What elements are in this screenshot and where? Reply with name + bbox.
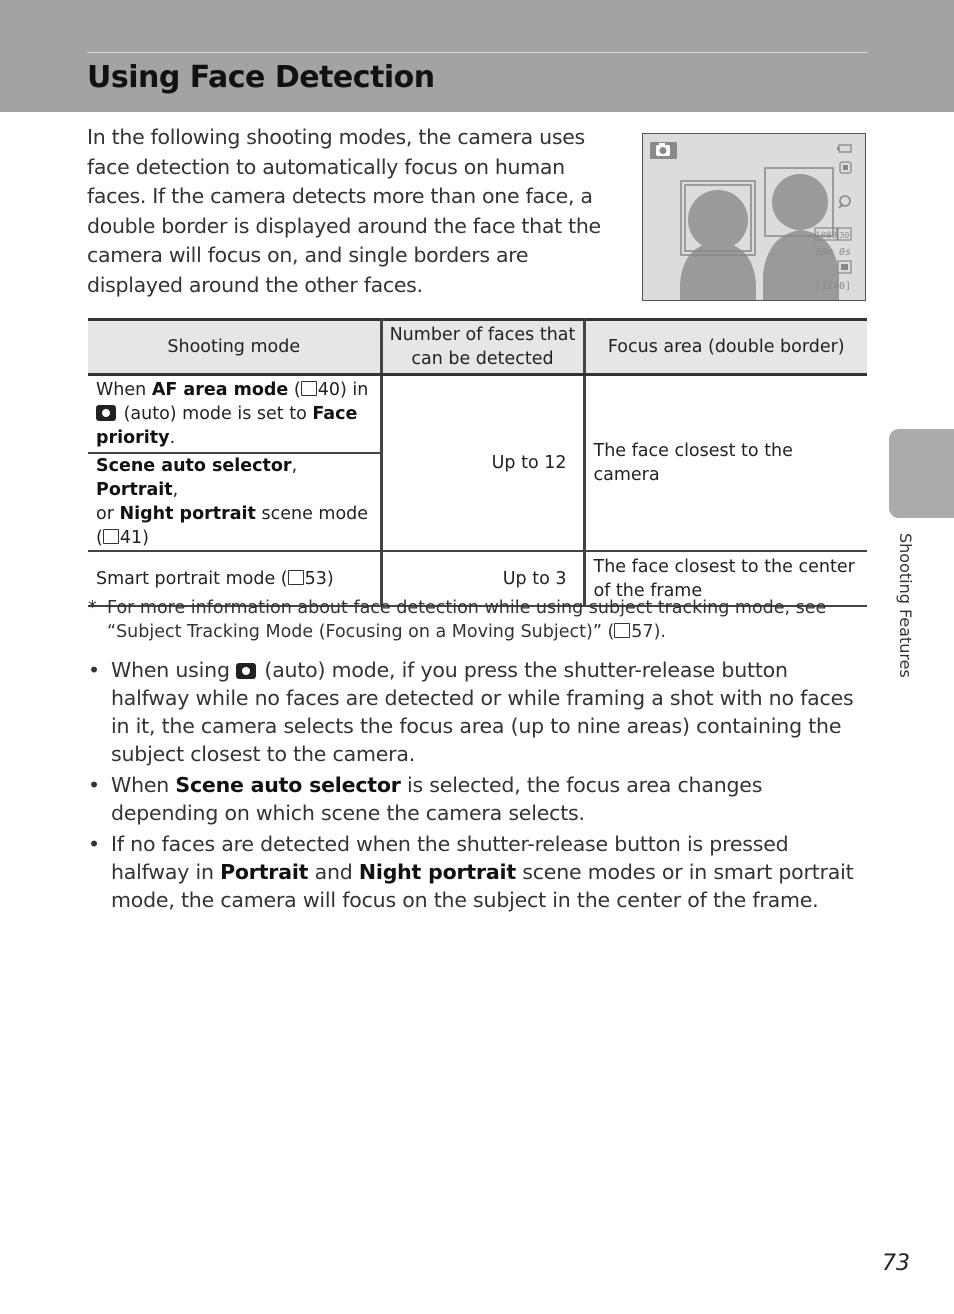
page-number: 73 (882, 1251, 910, 1276)
row-scene-modes-cell: Scene auto selector, Portrait, or Night portrait scene mode ( 41) (88, 453, 381, 551)
list-item: • If no faces are detected when the shutter-release button is pressed halfway in Portrait and Night portrait scene modes or in smart portrait mode, the camera will focus on the subject in the center of the frame. (88, 832, 854, 912)
row2-focus-cell: The face closest to the center of the frame (584, 551, 867, 606)
shooting-mode-table (88, 318, 867, 607)
auto-mode-camera-icon (96, 405, 116, 421)
intro-paragraph: In the following shooting modes, the camera uses face detection to automatically focus on human faces. If the camera detects more than one face, a double border is displayed around the face that the camera will focus on, and single borders are displayed around the other faces. (87, 125, 601, 297)
row1-focus-cell: The face closest to the camera (584, 375, 867, 552)
remaining-time: 29m 0s (814, 247, 851, 258)
svg-text:30: 30 (839, 231, 850, 240)
svg-text:1080: 1080 (815, 231, 837, 241)
row-auto-mode-cell: When AF area mode ( 40) in (auto) mode is set to Face priority. (88, 375, 381, 454)
header-focus-area: Focus area (double border) (584, 320, 867, 375)
auto-mode-camera-icon (236, 663, 256, 679)
camera-icon (650, 142, 677, 159)
list-item: • When using (auto) mode, if you press the shutter-release button halfway while no faces are detected or while framing a shot with no faces in it, the camera selects the focus area (up to nine areas) containing the subject closest to the camera. (88, 658, 854, 766)
section-tab-label: Shooting Features (896, 533, 915, 678)
row-smart-portrait-cell: Smart portrait mode ( 53) (88, 551, 381, 606)
header-rule (87, 52, 868, 53)
table-footnote: * For more information about face detection while using subject tracking mode, see “Subject Tracking Mode (Focusing on a Moving Subject)” ( 57). (88, 598, 827, 642)
section-tab (889, 429, 954, 518)
page-ref-icon (288, 570, 304, 585)
notes-list (86, 656, 866, 917)
page-ref-icon (301, 381, 317, 396)
list-item: • When Scene auto selector is selected, the focus area changes depending on which scene the camera selects. (88, 773, 763, 825)
header-faces-detected: Number of faces that can be detected (381, 320, 584, 375)
page-title: Using Face Detection (87, 60, 435, 95)
camera-monitor-illustration (642, 133, 866, 301)
page-header (0, 0, 954, 112)
header-shooting-mode: Shooting mode (88, 320, 381, 375)
row2-faces-cell: Up to 3 (381, 551, 584, 606)
row1-faces-cell: Up to 12 (381, 375, 584, 552)
shots-remaining: [1140] (814, 281, 851, 292)
page-ref-icon (103, 529, 119, 544)
page-ref-icon (614, 623, 630, 638)
